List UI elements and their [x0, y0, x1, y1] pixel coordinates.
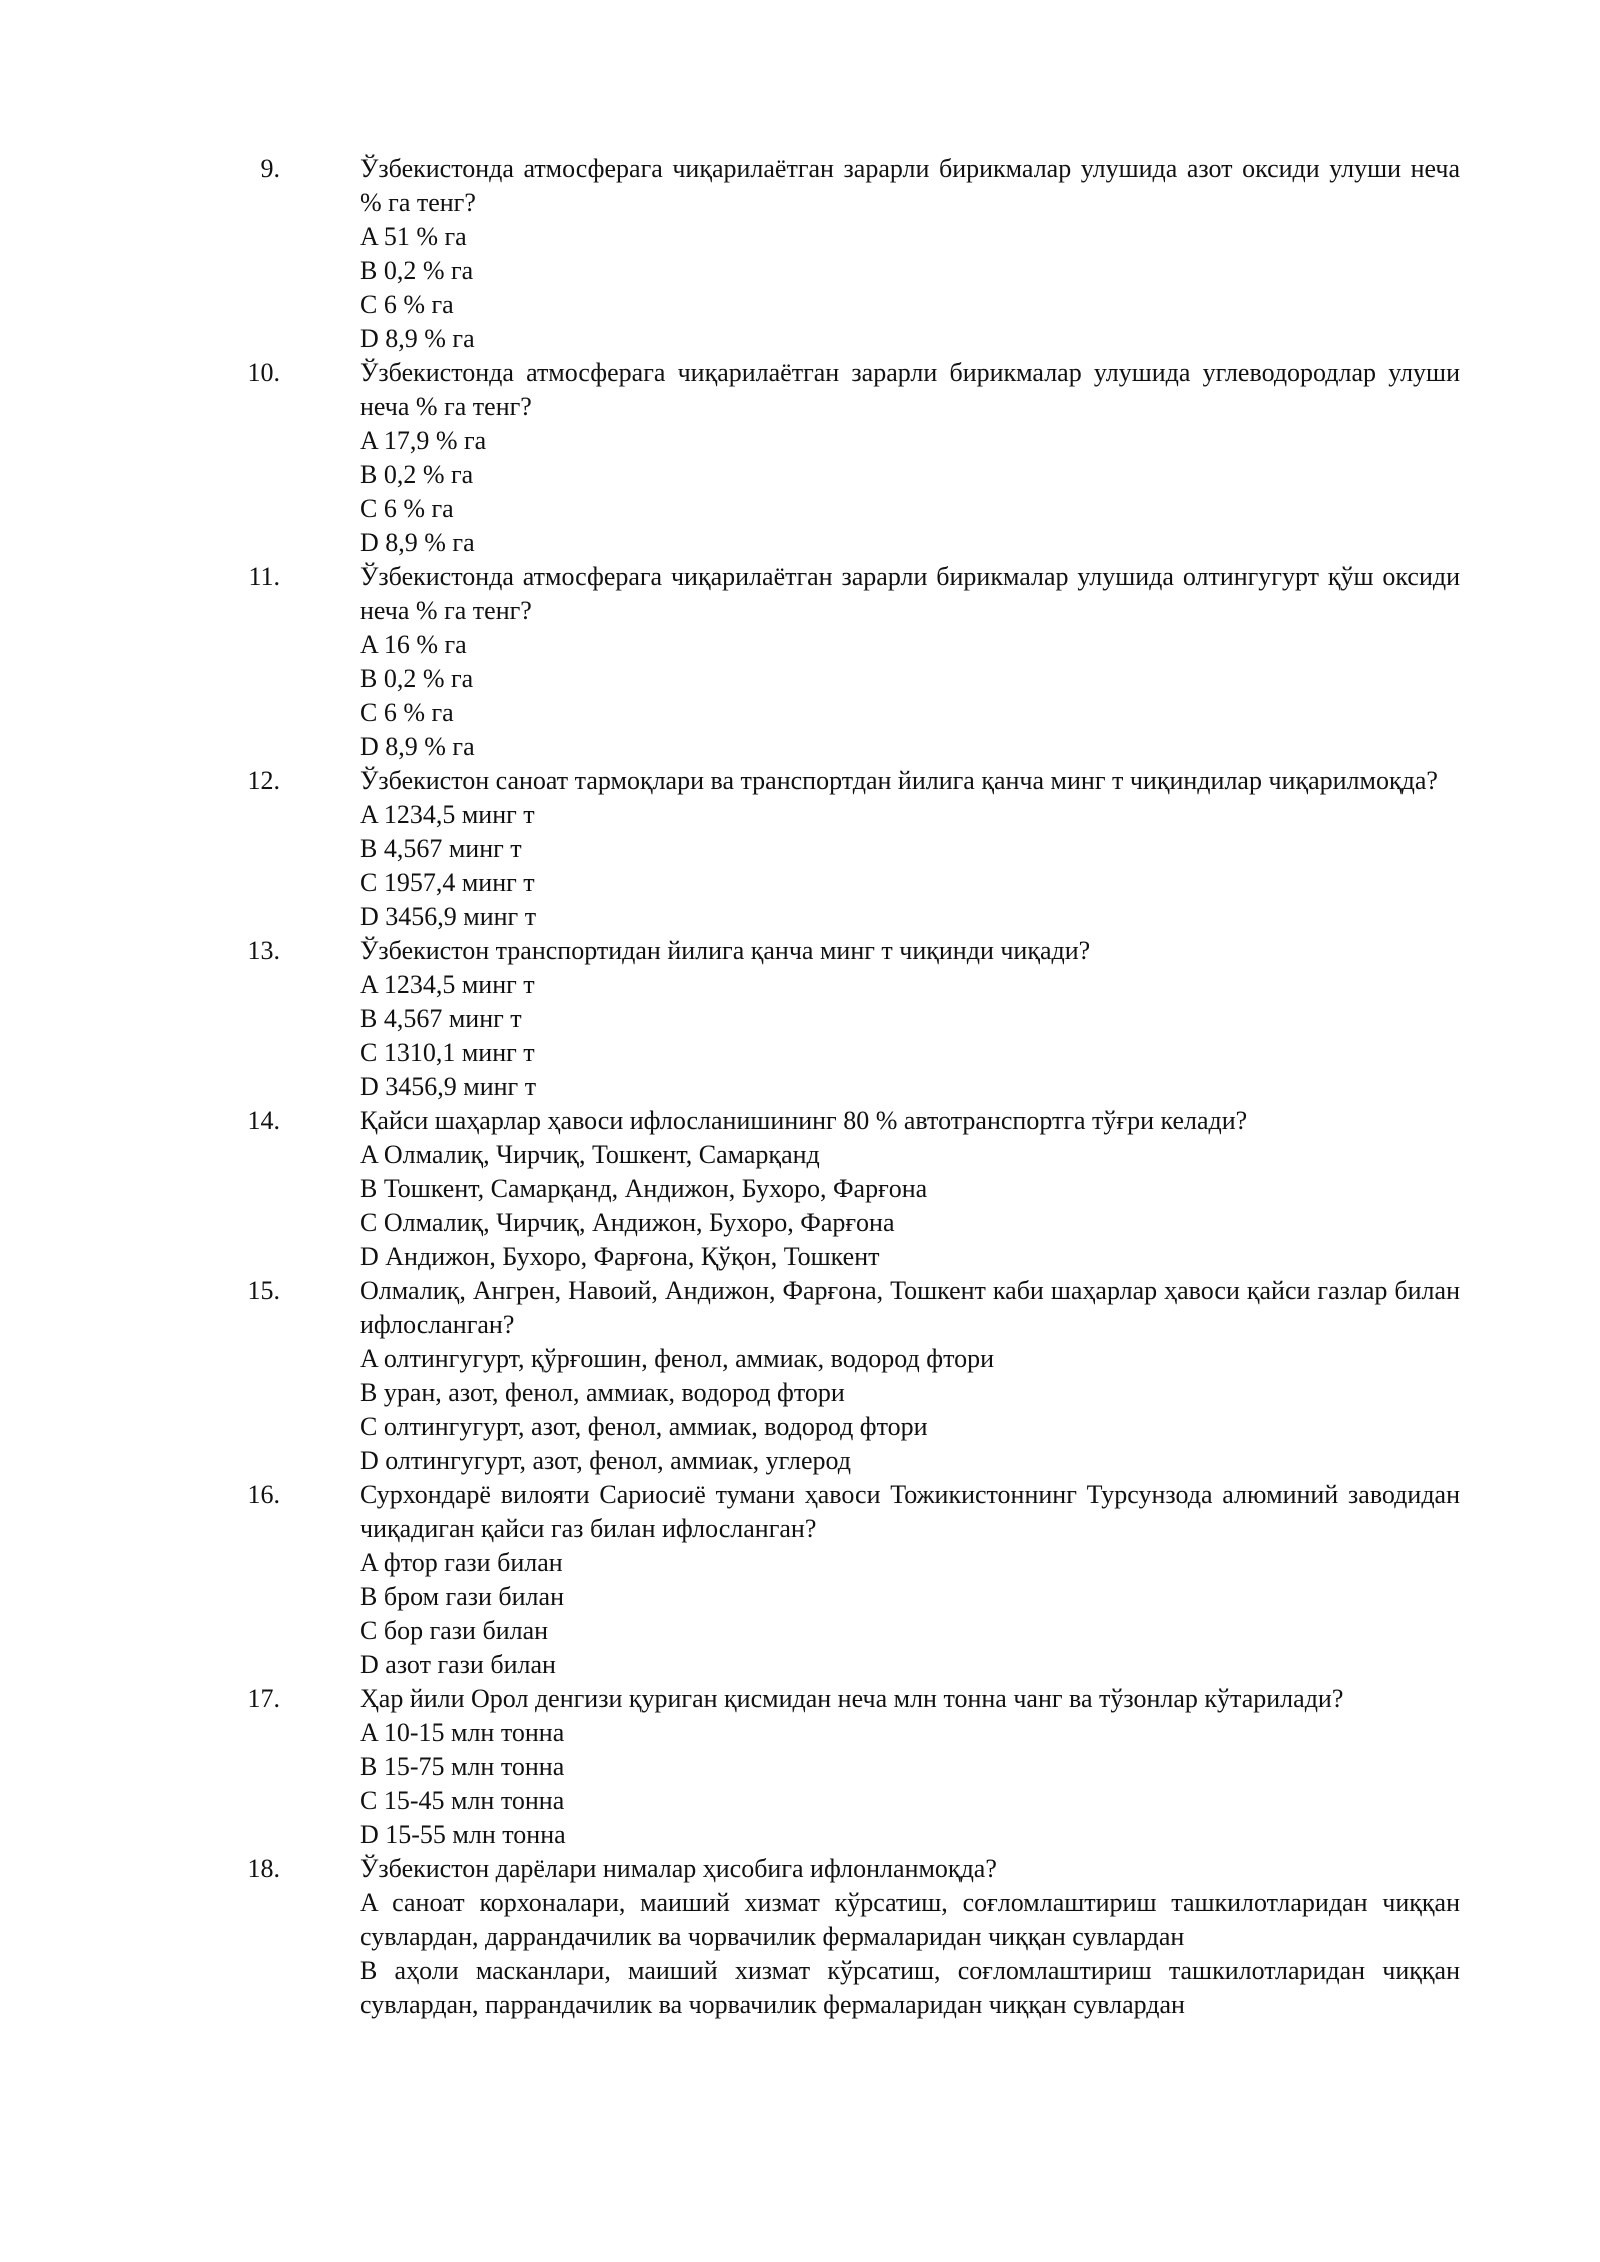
question-text: Ўзбекистонда атмосферага чиқарилаётган зарарли бирикмалар улушида углеводородлар улуши неча % га тенг? [360, 358, 1460, 421]
question-number: 16. [247, 1480, 280, 1509]
answer-option: C 15-45 млн тонна [360, 1786, 565, 1815]
question-text: Қайси шаҳарлар ҳавоси ифлосланишининг 80 % автотранспортга тўғри келади? [360, 1106, 1248, 1135]
question-number: 11. [248, 562, 280, 591]
answer-option: D 8,9 % га [360, 528, 475, 557]
answer-option: D 8,9 % га [360, 732, 475, 761]
question-number: 10. [247, 358, 280, 387]
question-item [230, 152, 1460, 356]
answer-option: A 16 % га [360, 630, 467, 659]
answer-option: C Олмалиқ, Чирчиқ, Андижон, Бухоро, Фарғона [360, 1208, 895, 1237]
answer-option: B 15-75 млн тонна [360, 1752, 565, 1781]
question-number: 12. [247, 766, 280, 795]
answer-option: A 17,9 % га [360, 426, 487, 455]
question-body [360, 1104, 1460, 1274]
question-body [360, 1852, 1460, 2022]
question-item [230, 1852, 1460, 2022]
answer-option: B 0,2 % га [360, 460, 474, 489]
question-number: 15. [247, 1276, 280, 1305]
answer-option: D 3456,9 минг т [360, 1072, 537, 1101]
question-body [360, 1682, 1460, 1852]
question-body [360, 1274, 1460, 1478]
question-item [230, 1104, 1460, 1274]
question-number: 18. [247, 1854, 280, 1883]
answer-option: B 0,2 % га [360, 664, 474, 693]
question-number: 9. [260, 154, 280, 183]
answer-option: A 1234,5 минг т [360, 800, 535, 829]
answer-option: D Андижон, Бухоро, Фарғона, Қўқон, Тошкент [360, 1242, 880, 1271]
question-body [360, 560, 1460, 764]
answer-option: C олтингугурт, азот, фенол, аммиак, водород фтори [360, 1412, 928, 1441]
question-number: 17. [247, 1684, 280, 1713]
answer-option: D азот гази билан [360, 1650, 556, 1679]
answer-option: A 10-15 млн тонна [360, 1718, 565, 1747]
question-text: Ўзбекистонда атмосферага чиқарилаётган зарарли бирикмалар улушида олтингугурт қўш оксиди неча % га тенг? [360, 562, 1460, 625]
answer-option: D 15-55 млн тонна [360, 1820, 566, 1849]
question-number: 14. [247, 1106, 280, 1135]
question-text: Ҳар йили Орол денгизи қуриган қисмидан неча млн тонна чанг ва тўзонлар кўтарилади? [360, 1684, 1344, 1713]
question-body [360, 1478, 1460, 1682]
answer-option: C 1957,4 минг т [360, 868, 535, 897]
answer-option: C 1310,1 минг т [360, 1038, 535, 1067]
question-item [230, 356, 1460, 560]
answer-option: A 1234,5 минг т [360, 970, 535, 999]
question-item [230, 764, 1460, 934]
question-number: 13. [247, 936, 280, 965]
question-body [360, 764, 1460, 934]
answer-option: B 0,2 % га [360, 256, 474, 285]
question-item [230, 1274, 1460, 1478]
question-item [230, 934, 1460, 1104]
question-body [360, 356, 1460, 560]
answer-option: B 4,567 минг т [360, 1004, 522, 1033]
answer-option: B аҳоли масканлари, маиший хизмат кўрсатиш, соғломлаштириш ташкилотларидан чиққан сувлардан, паррандачилик ва чорвачилик фермаларидан чиққан сувлардан [360, 1956, 1460, 2019]
answer-option: D олтингугурт, азот, фенол, аммиак, углерод [360, 1446, 852, 1475]
answer-option: B 4,567 минг т [360, 834, 522, 863]
answer-option: D 8,9 % га [360, 324, 475, 353]
question-body [360, 152, 1460, 356]
question-item [230, 1478, 1460, 1682]
answer-option: A 51 % га [360, 222, 467, 251]
question-text: Ўзбекистон саноат тармоқлари ва транспортдан йилига қанча минг т чиқиндилар чиқарилмоқда? [360, 766, 1438, 795]
question-text: Олмалиқ, Ангрен, Навоий, Андижон, Фарғона, Тошкент каби шаҳарлар ҳавоси қайси газлар билан ифлосланган? [360, 1276, 1460, 1339]
question-text: Ўзбекистон транспортидан йилига қанча минг т чиқинди чиқади? [360, 936, 1091, 965]
question-body [360, 934, 1460, 1104]
question-list [230, 152, 1460, 2022]
answer-option: C 6 % га [360, 494, 454, 523]
answer-option: A Олмалиқ, Чирчиқ, Тошкент, Самарқанд [360, 1140, 820, 1169]
question-text: Сурхондарё вилояти Сариосиё тумани ҳавоси Тожикистоннинг Турсунзода алюминий заводидан чиқадиган қайси газ билан ифлосланган? [360, 1480, 1460, 1543]
question-text: Ўзбекистон дарёлари нималар ҳисобига ифлонланмоқда? [360, 1854, 997, 1883]
answer-option: B Тошкент, Самарқанд, Андижон, Бухоро, Фарғона [360, 1174, 928, 1203]
answer-option: D 3456,9 минг т [360, 902, 537, 931]
answer-option: C 6 % га [360, 698, 454, 727]
answer-option: C бор гази билан [360, 1616, 549, 1645]
answer-option: C 6 % га [360, 290, 454, 319]
answer-option: B уран, азот, фенол, аммиак, водород фтори [360, 1378, 845, 1407]
answer-option: A саноат корхоналари, маиший хизмат кўрсатиш, соғломлаштириш ташкилотларидан чиққан сувлардан, даррандачилик ва чорвачилик фермаларидан чиққан сувлардан [360, 1888, 1460, 1951]
answer-option: A олтингугурт, қўрғошин, фенол, аммиак, водород фтори [360, 1344, 995, 1373]
answer-option: B бром гази билан [360, 1582, 564, 1611]
question-item [230, 560, 1460, 764]
answer-option: A фтор гази билан [360, 1548, 563, 1577]
question-item [230, 1682, 1460, 1852]
question-text: Ўзбекистонда атмосферага чиқарилаётган зарарли бирикмалар улушида азот оксиди улуши неча % га тенг? [360, 154, 1460, 217]
